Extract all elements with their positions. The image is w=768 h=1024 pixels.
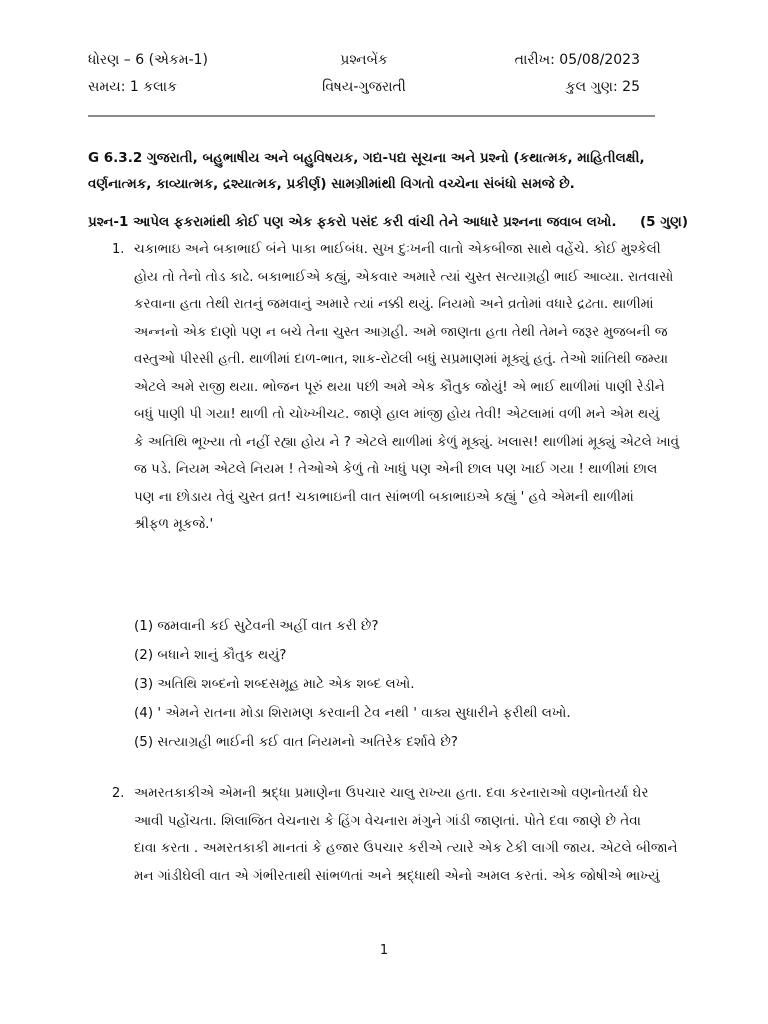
header-divider [88, 115, 655, 117]
question-item: (4) ' એમને રાતના મોડા શિરામણ કરવાની ટેવ નથી ' વાક્ય સુધારીને ફરીથી લખો. [134, 705, 571, 721]
passage-1-line: જ પડે. નિયમ એટલે નિયમ ! તેઓએ કેળું તો ખાધું પણ એની છાલ પણ ખાઈ ગયા ! થાળીમાં છાલ [134, 461, 658, 477]
passage-1-line: વસ્તુઓ પીરસી હતી. થાળીમાં દાળ-ભાત, શાક-રોટલી બધું સપ્રમાણમાં મૂક્યું હતું. તેઓ શાંતિથી જમ્યા [134, 351, 669, 367]
passage-1-line: અન્નનો એક દાણો પણ ન બચે તેના ચુસ્ત આગ્રહી. અમે જાણતા હતા તેથી તેમને જરૂર મુજબની જ [134, 323, 668, 340]
document-title: પ્રશ્નબેંક [340, 52, 388, 68]
standard-unit: ધોરણ – 6 (એકમ-1) [88, 52, 209, 68]
passage-2-line: આવી પહોંચતા. શિલાજિત વેચનારા કે હિંગ વેચનારા મંગુને ગાંડી જાણતાં. પોતે દવા જાણે છે તેવા [134, 812, 641, 829]
question-1-instruction: પ્રશ્ન-1 આપેલ ફકરામાંથી કોઈ પણ એક ફકરો પસંદ કરી વાંચી તેને આધારે પ્રશ્નના જવાબ લખો. [88, 214, 617, 230]
duration-text: સમય: 1 કલાક [88, 79, 177, 95]
passage-1-line: કરવાના હતા તેથી રાતનું જમવાનું અમારે ત્યાં નક્કી થયું. નિયમો અને વ્રતોમાં વધારે દ્રઢતા. થાળીમાં [134, 296, 654, 312]
passage-1-line: પણ ના છોડાય તેવું ચુસ્ત વ્રત! ચકાભાઇની વાત સાંભળી બકાભાઇએ કહ્યું ' હવે એમની થાળીમાં [134, 488, 634, 505]
passage-1-line: ચકાભાઇ અને બકાભાઈ બંને પાકા ભાઈબંધ. સુખ દુઃખની વાતો એકબીજા સાથે વહેંચે. કોઈ મુશ્કેલી [134, 241, 661, 257]
question-1-heading [88, 214, 688, 230]
date-text: તારીખ: 05/08/2023 [514, 52, 640, 68]
subject-text: વિષય-ગુજરાતી [322, 79, 406, 95]
question-item: (2) બધાને શાનું કૌતુક થયું? [134, 647, 287, 663]
passage-2-number: 2. [112, 786, 125, 801]
passage-1 [134, 236, 680, 539]
question-item: (1) જમવાની કઈ સુટેવની અહીં વાત કરી છે? [134, 618, 379, 634]
outcome-code: G 6.3.2 [88, 150, 143, 166]
passage-1-number: 1. [112, 242, 125, 257]
passage-2-line: અમરતકાકીએ એમની શ્રદ્ધા પ્રમાણેના ઉપચાર ચાલુ રાખ્યા હતા. દવા કરનારાઓ વણનોતર્યા ઘેર [134, 785, 649, 801]
header-row-1 [88, 49, 640, 71]
passage-1-line: હોય તો તેનો તોડ કાઢે. બકાભાઈએ કહ્યું, એકવાર અમારે ત્યાં ચુસ્ત સત્યાગ્રહી ભાઈ આવ્યા. રાતવાસો [134, 268, 674, 285]
passage-2-line: દાવા કરતા . અમરતકાકી માનતાં કે હજાર ઉપચાર કરીએ ત્યારે એક ટેકી લાગી જાય. એટલે બીજાને [134, 840, 678, 856]
passage-1-line: શ્રીફળ મૂકજે.' [134, 516, 214, 532]
question-item: (5) સત્યાગ્રહી ભાઈની કઈ વાત નિયમનો અતિરેક દર્શાવે છે? [134, 734, 458, 750]
passage-1-questions [134, 612, 694, 757]
passage-1-line: એટલે અમે રાજી થયા. ભોજન પૂરું થયા પછી અમે એક કૌતુક જોયું! એ ભાઈ થાળીમાં પાણી રેડીને [134, 378, 665, 395]
total-marks-text: કુલ ગુણ: 25 [565, 79, 640, 95]
page-number: 1 [379, 943, 389, 958]
header-row-2 [88, 76, 640, 98]
question-1-marks: (5 ગુણ) [639, 214, 688, 230]
passage-2-line: મન ગાંડીઘેલી વાત એ ગંભીરતાથી સાંભળતાં અને શ્રદ્ધાથી એનો અમલ કરતાં. એક જોષીએ ભાખ્યું [134, 867, 660, 884]
passage-1-line: બધું પાણી પી ગયા! થાળી તો ચોખ્ખીચટ. જાણે હાલ માંજી હોય તેવી! એટલામાં વળી મને એમ થયું [134, 406, 660, 422]
passage-1-line: કે અતિથિ ભૂખ્યા તો નહીં રહ્યા હોય ને ? એટલે થાળીમાં કેળું મૂક્યું. ખલાસ! થાળીમાં મૂક્યું એટલે ખાવું [134, 433, 680, 450]
learning-outcome [88, 145, 688, 197]
outcome-text: ગુજરાતી, બહુભાષીય અને બહુવિષયક, ગદ્ય-પદ્ય સૂચના અને પ્રશ્નો (કથાત્મક, માહિતીલક્ષી, વર્ણનાત્મક, કાવ્યાત્મક, દ્રશ્યાત્મક, પ્રકીર્ણ) સામગ્રીમાંથી વિગતો વચ્ચેના સંબંધો સમજે છે. [88, 150, 645, 192]
question-item: (3) અતિથિ શબ્દનો શબ્દસમૂહ માટે એક શબ્દ લખો. [134, 676, 415, 692]
passage-2 [134, 780, 680, 890]
